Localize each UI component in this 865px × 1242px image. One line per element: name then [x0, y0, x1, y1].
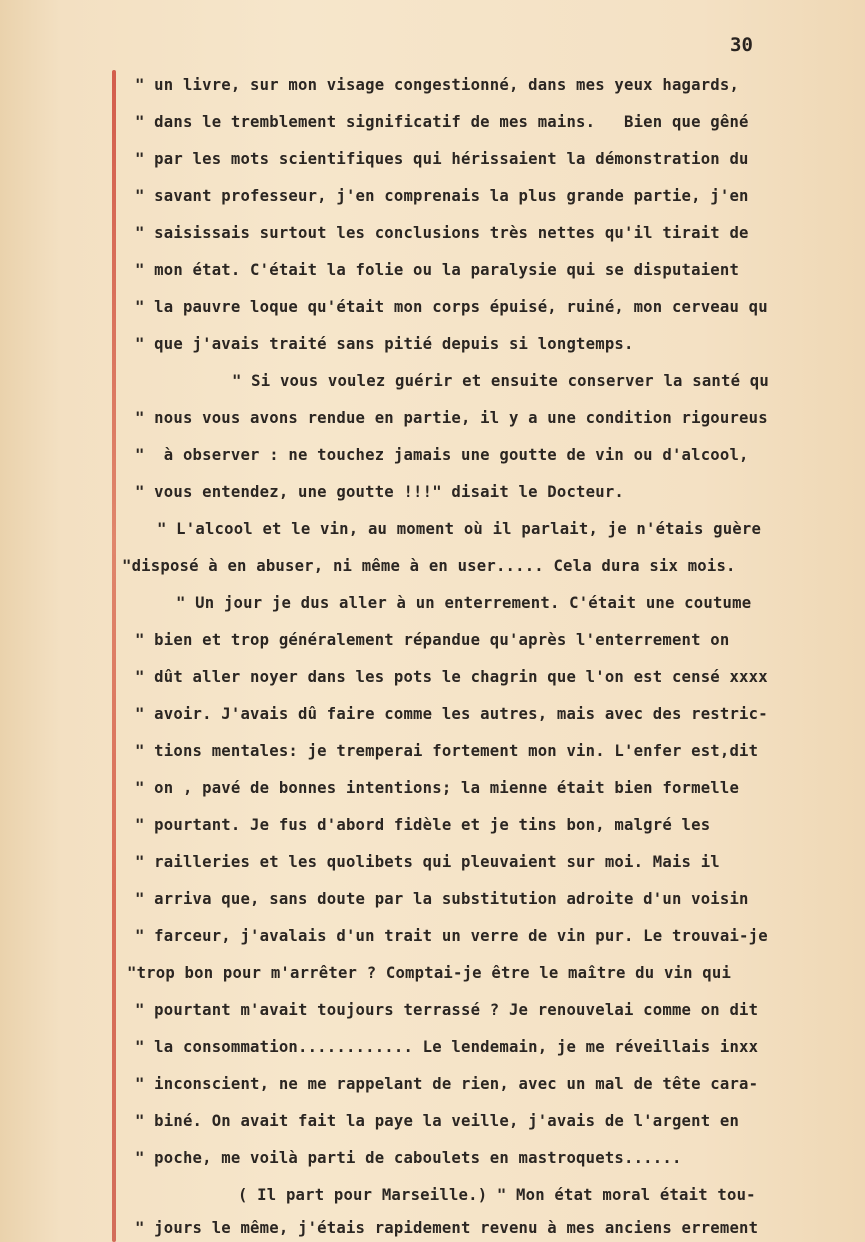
text-line: " que j'avais traité sans pitié depuis si longtemps.	[135, 335, 634, 353]
text-line: " dût aller noyer dans les pots le chagrin que l'on est censé xxxx	[135, 668, 768, 686]
text-line: " saisissais surtout les conclusions très nettes qu'il tirait de	[135, 224, 749, 242]
text-line: " inconscient, ne me rappelant de rien, avec un mal de tête cara-	[135, 1075, 759, 1093]
text-line: " jours le même, j'étais rapidement revenu à mes anciens errement	[135, 1219, 759, 1237]
text-line: " poche, me voilà parti de caboulets en mastroquets......	[135, 1149, 682, 1167]
text-line: " Un jour je dus aller à un enterrement. C'était une coutume	[176, 594, 752, 612]
text-line: " L'alcool et le vin, au moment où il parlait, je n'étais guère	[157, 520, 762, 538]
text-line: " on , pavé de bonnes intentions; la mienne était bien formelle	[135, 779, 740, 797]
text-line: " savant professeur, j'en comprenais la plus grande partie, j'en	[135, 187, 749, 205]
text-line: " pourtant m'avait toujours terrassé ? Je renouvelai comme on dit	[135, 1001, 759, 1019]
text-line: " tions mentales: je tremperai fortement mon vin. L'enfer est,dit	[135, 742, 759, 760]
text-line: " un livre, sur mon visage congestionné, dans mes yeux hagards,	[135, 76, 740, 94]
page-number: 30	[730, 34, 753, 56]
text-line: " vous entendez, une goutte !!!" disait le Docteur.	[135, 483, 624, 501]
text-line: " la pauvre loque qu'était mon corps épuisé, ruiné, mon cerveau qu	[135, 298, 768, 316]
text-line: " la consommation............ Le lendemain, je me réveillais inxx	[135, 1038, 759, 1056]
text-line: " arriva que, sans doute par la substitution adroite d'un voisin	[135, 890, 749, 908]
text-line: " pourtant. Je fus d'abord fidèle et je tins bon, malgré les	[135, 816, 711, 834]
text-line: " mon état. C'était la folie ou la paralysie qui se disputaient	[135, 261, 740, 279]
text-line: " par les mots scientifiques qui hérissaient la démonstration du	[135, 150, 749, 168]
text-line: " bien et trop généralement répandue qu'après l'enterrement on	[135, 631, 730, 649]
text-line: " nous vous avons rendue en partie, il y a une condition rigoureus	[135, 409, 768, 427]
text-line: " à observer : ne touchez jamais une goutte de vin ou d'alcool,	[135, 446, 749, 464]
text-line: ( Il part pour Marseille.) " Mon état moral était tou-	[238, 1186, 756, 1204]
text-line: " biné. On avait fait la paye la veille, j'avais de l'argent en	[135, 1112, 740, 1130]
text-line: "trop bon pour m'arrêter ? Comptai-je être le maître du vin qui	[127, 964, 732, 982]
text-line: " Si vous voulez guérir et ensuite conserver la santé qu	[232, 372, 769, 390]
text-line: "disposé à en abuser, ni même à en user..... Cela dura six mois.	[122, 557, 736, 575]
text-line: " farceur, j'avalais d'un trait un verre de vin pur. Le trouvai-je	[135, 927, 768, 945]
text-line: " dans le tremblement significatif de mes mains. Bien que gêné	[135, 113, 749, 131]
text-line: " railleries et les quolibets qui pleuvaient sur moi. Mais il	[135, 853, 720, 871]
text-line: " avoir. J'avais dû faire comme les autres, mais avec des restric-	[135, 705, 768, 723]
